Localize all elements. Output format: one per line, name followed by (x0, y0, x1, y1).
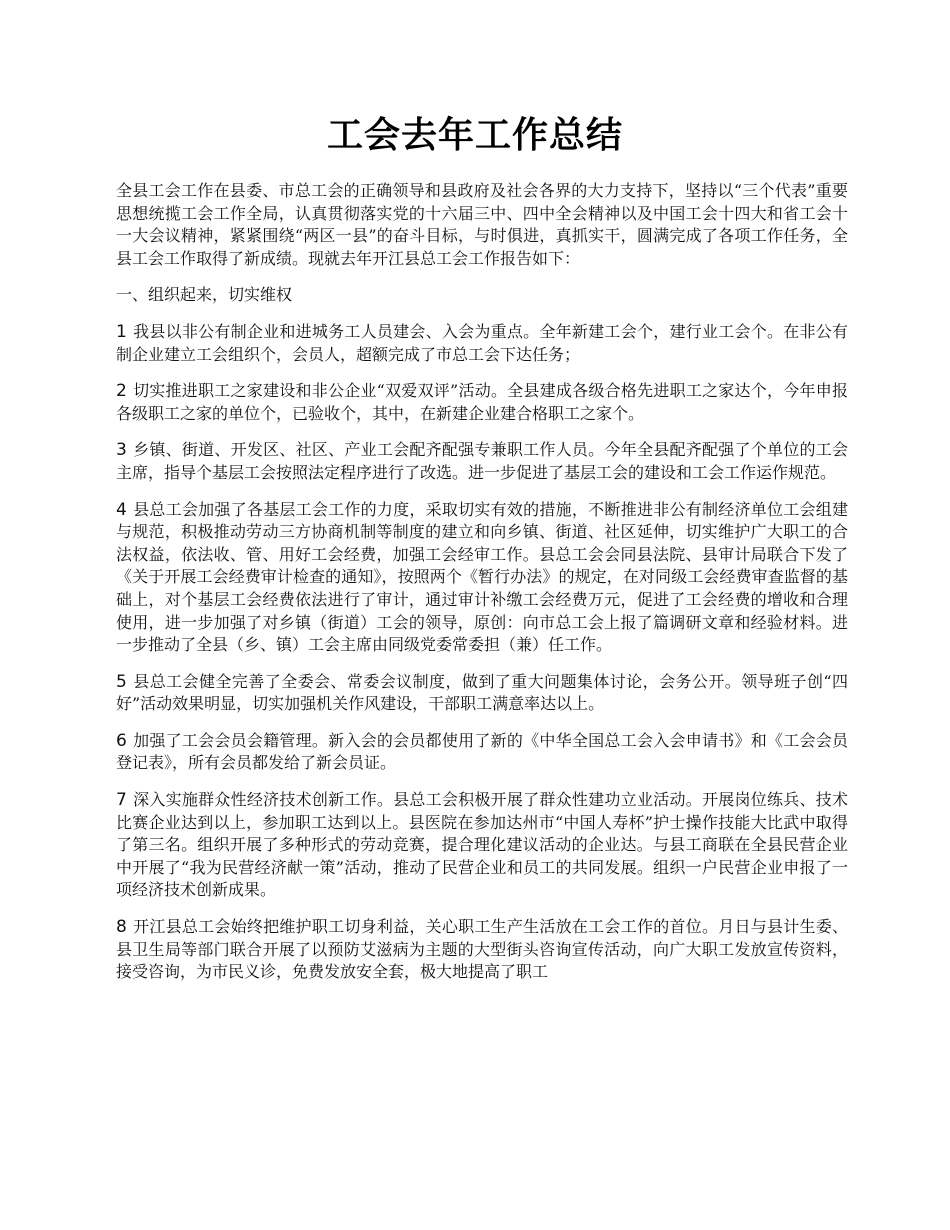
item-text: 切实推进职工之家建设和非公企业“双爱双评”活动。全县建成各级合格先进职工之家达个，今年申报各级职工之家的单位个，已验收个，其中，在新建企业建合格职工之家个。 (116, 381, 848, 423)
item-number: 4 (116, 499, 127, 520)
document-body (116, 180, 848, 998)
list-item (116, 916, 848, 984)
item-text: 县总工会加强了各基层工会工作的力度，采取切实有效的措施，不断推进非公有制经济单位工会组建与规范，积极推动劳动三方协商机制等制度的建立和向乡镇、街道、社区延伸，切实维护广大职工的合法权益，依法收、管、用好工会经费，加强工会经审工作。县总工会会同县法院、县审计局联合下发了《关于开展工会经费审计检查的通知》，按照两个《暂行办法》的规定，在对同级工会经费审查监督的基础上，对个基层工会经费依法进行了审计，通过审计补缴工会经费万元，促进了工会经费的增收和合理使用，进一步加强了对乡镇（街道）工会的领导，原创：向市总工会上报了篇调研文章和经验材料。进一步推动了全县（乡、镇）工会主席由同级党委常委担（兼）任工作。 (116, 499, 848, 655)
item-number: 6 (116, 730, 127, 751)
item-number: 8 (116, 917, 127, 938)
list-item (116, 499, 848, 657)
item-text: 我县以非公有制企业和进城务工人员建会、入会为重点。全年新建工会个，建行业工会个。在非公有制企业建立工会组织个，会员人，超额完成了市总工会下达任务； (116, 321, 848, 364)
item-text: 乡镇、街道、开发区、社区、产业工会配齐配强专兼职工作人员。今年全县配齐配强了个单位的工会主席，指导个基层工会按照法定程序进行了改选。进一步促进了基层工会的建设和工会工作运作规范。 (116, 440, 848, 482)
intro-paragraph: 全县工会工作在县委、市总工会的正确领导和县政府及社会各界的大力支持下，坚持以“三个代表”重要思想统揽工会工作全局，认真贯彻落实党的十六届三中、四中全会精神以及中国工会十四大和省工会十一大会议精神，紧紧围绕“两区一县”的奋斗目标，与时俱进，真抓实干，圆满完成了各项工作任务，全县工会工作取得了新成绩。现就去年开江县总工会工作报告如下： (116, 181, 848, 268)
item-number: 2 (116, 381, 127, 402)
list-item (116, 380, 848, 425)
list-item (116, 789, 848, 902)
section-heading: 一、组织起来，切实维权 (116, 285, 293, 305)
list-item (116, 321, 848, 366)
item-text: 县总工会健全完善了全委会、常委会议制度，做到了重大问题集体讨论，会务公开。领导班子创“四好”活动效果明显，切实加强机关作风建设，干部职工满意率达以上。 (116, 671, 848, 714)
list-item (116, 671, 848, 716)
item-text: 深入实施群众性经济技术创新工作。县总工会积极开展了群众性建功立业活动。开展岗位练兵、技术比赛企业达到以上，参加职工达到以上。县医院在参加达州市“中国人寿杯”护士操作技能大比武中取得了第三名。组织开展了多种形式的劳动竞赛，提合理化建议活动的企业达。与县工商联在全县民营企业中开展了“我为民营经济献一策”活动，推动了民营企业和员工的共同发展。组织一户民营企业申报了一项经济技术创新成果。 (116, 790, 848, 900)
item-number: 3 (116, 440, 127, 461)
list-item (116, 730, 848, 775)
item-number: 1 (116, 321, 127, 342)
item-number: 5 (116, 671, 127, 692)
item-number: 7 (116, 790, 127, 811)
item-text: 加强了工会会员会籍管理。新入会的会员都使用了新的《中华全国总工会入会申请书》和《工会会员登记表》，所有会员都发给了新会员证。 (116, 730, 848, 773)
document-title: 工会去年工作总结 (326, 115, 623, 156)
item-text: 开江县总工会始终把维护职工切身利益，关心职工生产生活放在工会工作的首位。月日与县计生委、县卫生局等部门联合开展了以预防艾滋病为主题的大型街头咨询宣传活动，向广大职工发放宣传资料，接受咨询，为市民义诊，免费发放安全套，极大地提高了职工 (116, 917, 848, 982)
list-item (116, 439, 848, 484)
